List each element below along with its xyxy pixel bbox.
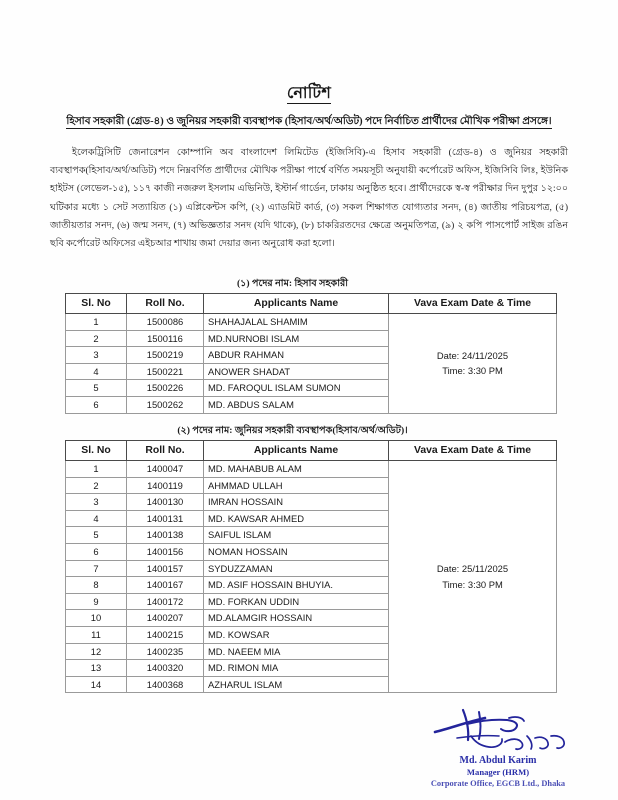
table-body-2 — [66, 461, 557, 693]
cell-applicant-name: MD. RIMON MIA — [204, 660, 389, 677]
cell-roll-no: 1400119 — [127, 477, 204, 494]
cell-sl-no: 9 — [66, 593, 127, 610]
cell-sl-no: 3 — [66, 494, 127, 511]
cell-applicant-name: IMRAN HOSSAIN — [204, 494, 389, 511]
page-subtitle-text: হিসাব সহকারী (গ্রেড-৪) ও জুনিয়র সহকারী ব্যবস্থাপক (হিসাব/অর্থ/অডিট) পদে নির্বাচিত প্রার্থীদের মৌখিক পরীক্ষা প্রসঙ্গে। — [66, 116, 552, 127]
cell-roll-no: 1500219 — [127, 347, 204, 364]
exam-table-junior-assistant-manager — [65, 440, 557, 693]
cell-sl-no: 5 — [66, 380, 127, 397]
cell-roll-no: 1400157 — [127, 560, 204, 577]
cell-roll-no: 1400138 — [127, 527, 204, 544]
table-header-row — [66, 441, 557, 461]
cell-sl-no: 13 — [66, 660, 127, 677]
handwritten-signature-icon — [423, 706, 573, 754]
exam-date-text: Date: 24/11/2025 — [436, 349, 509, 361]
cell-sl-no: 7 — [66, 560, 127, 577]
cell-applicant-name: AHMMAD ULLAH — [204, 477, 389, 494]
cell-roll-no: 1400172 — [127, 593, 204, 610]
cell-applicant-name: MD. KOWSAR — [204, 626, 389, 643]
cell-roll-no: 1500116 — [127, 330, 204, 347]
cell-sl-no: 2 — [66, 330, 127, 347]
cell-roll-no: 1400167 — [127, 577, 204, 594]
cell-applicant-name: MD. KAWSAR AHMED — [204, 510, 389, 527]
cell-applicant-name: AZHARUL ISLAM — [204, 676, 389, 693]
exam-date-text: Date: 25/11/2025 — [436, 563, 509, 575]
table-header-row — [66, 294, 557, 314]
cell-roll-no: 1400320 — [127, 660, 204, 677]
signatory-name: Md. Abdul Karim — [459, 755, 537, 766]
cell-sl-no: 10 — [66, 610, 127, 627]
column-header-applicants-name: Applicants Name — [204, 294, 389, 314]
signature-block — [398, 706, 598, 789]
cell-applicant-name: MD. ASIF HOSSAIN BHUYIA. — [204, 577, 389, 594]
column-header-exam-date-time: Vava Exam Date & Time — [389, 441, 557, 461]
cell-applicant-name: MD. FORKAN UDDIN — [204, 593, 389, 610]
notice-body-paragraph: ইলেকট্রিসিটি জেনারেশন কোম্পানি অব বাংলাদেশ লিমিটেড (ইজিসিবি)-এ হিসাব সহকারী (গ্রেড-৪) ও জুনিয়র সহকারী ব্যবস্থাপক(হিসাব/অর্থ/অডিট) পদে নিম্নবর্ণিত প্রার্থীদের মৌখিক পরীক্ষা পার্শ্বে বর্ণিত সময়সূচী অনুযায়ী কর্পোরেট অফিস, ইজিসিবি লিঃ, ইউনিক হাইটস (লেভেল-১৫), ১১৭ কাজী নজরুল ইসলাম এভিনিউ, ইস্টার্ন গার্ডেন, ঢাকায় অনুষ্ঠিত হবে। প্রার্থীদেরকে স্ব-স্ব পরীক্ষার দিন দুপুর ১২:০০ ঘটিকার মধ্যে ১ সেট সত্যায়িত (১) এপ্লিকেন্টস কপি, (২) এ্যাডমিট কার্ড, (৩) সকল শিক্ষাগত যোগ্যতার সনদ, (৪) জাতীয় পরিচয়পত্র, (৫) জাতীয়তার সনদ, (৬) জন্ম সনদ, (৭) অভিজ্ঞতার সনদ (যদি থাকে), (৮) চাকরিরতদের ক্ষেত্রে অনুমতিপত্র, (৯) ২ কপি পাসপোর্ট সাইজ রঙিন ছবি কর্পোরেট অফিসের এইচআর শাখায় জমা দেয়ার জন্য অনুরোধ করা হলো। — [50, 148, 568, 250]
cell-roll-no: 1500226 — [127, 380, 204, 397]
column-header-roll-no: Roll No. — [127, 441, 204, 461]
cell-roll-no: 1400131 — [127, 510, 204, 527]
cell-applicant-name: SHAHAJALAL SHAMIM — [204, 314, 389, 331]
cell-exam-date-time — [389, 314, 557, 414]
cell-applicant-name: SAIFUL ISLAM — [204, 527, 389, 544]
column-header-sl-no: Sl. No — [66, 441, 127, 461]
cell-sl-no: 4 — [66, 363, 127, 380]
column-header-sl-no: Sl. No — [66, 294, 127, 314]
signatory-office: Corporate Office, EGCB Ltd., Dhaka — [430, 779, 566, 788]
cell-sl-no: 8 — [66, 577, 127, 594]
cell-sl-no: 12 — [66, 643, 127, 660]
cell-roll-no: 1400368 — [127, 676, 204, 693]
cell-sl-no: 14 — [66, 676, 127, 693]
table-row — [66, 314, 557, 331]
cell-sl-no: 6 — [66, 543, 127, 560]
page-title-text: নোটিশ — [286, 85, 332, 102]
cell-applicant-name: MD.NURNOBI ISLAM — [204, 330, 389, 347]
cell-roll-no: 1400156 — [127, 543, 204, 560]
exam-table-hisab-sohokari — [65, 293, 557, 414]
table-header-2 — [66, 441, 557, 461]
cell-sl-no: 3 — [66, 347, 127, 364]
cell-applicant-name: SYDUZZAMAN — [204, 560, 389, 577]
page-subtitle — [0, 102, 618, 128]
table-body-1 — [66, 314, 557, 414]
cell-roll-no: 1500221 — [127, 363, 204, 380]
cell-roll-no: 1400047 — [127, 461, 204, 478]
cell-applicant-name: MD. FAROQUL ISLAM SUMON — [204, 380, 389, 397]
cell-applicant-name: NOMAN HOSSAIN — [204, 543, 389, 560]
cell-sl-no: 2 — [66, 477, 127, 494]
table-row — [66, 461, 557, 478]
cell-roll-no: 1400215 — [127, 626, 204, 643]
cell-applicant-name: MD. MAHABUB ALAM — [204, 461, 389, 478]
cell-applicant-name: MD.ALAMGIR HOSSAIN — [204, 610, 389, 627]
cell-sl-no: 1 — [66, 461, 127, 478]
cell-applicant-name: ABDUR RAHMAN — [204, 347, 389, 364]
page-title — [0, 0, 618, 102]
cell-roll-no: 1500262 — [127, 396, 204, 413]
cell-sl-no: 5 — [66, 527, 127, 544]
cell-roll-no: 1500086 — [127, 314, 204, 331]
cell-roll-no: 1400207 — [127, 610, 204, 627]
cell-sl-no: 6 — [66, 396, 127, 413]
cell-sl-no: 4 — [66, 510, 127, 527]
cell-applicant-name: ANOWER SHADAT — [204, 363, 389, 380]
cell-sl-no: 11 — [66, 626, 127, 643]
cell-sl-no: 1 — [66, 314, 127, 331]
cell-applicant-name: MD. ABDUS SALAM — [204, 396, 389, 413]
cell-applicant-name: MD. NAEEM MIA — [204, 643, 389, 660]
column-header-applicants-name: Applicants Name — [204, 441, 389, 461]
section-caption-2: (২) পদের নাম: জুনিয়র সহকারী ব্যবস্থাপক(হিসাব/অর্থ/অডিট)। — [177, 425, 408, 436]
signatory-role: Manager (HRM) — [466, 767, 530, 777]
section-caption-1: (১) পদের নাম: হিসাব সহকারী — [236, 278, 349, 289]
cell-exam-date-time — [389, 461, 557, 693]
exam-time-text: Time: 3:30 PM — [442, 365, 503, 377]
cell-roll-no: 1400235 — [127, 643, 204, 660]
cell-roll-no: 1400130 — [127, 494, 204, 511]
exam-time-text: Time: 3:30 PM — [442, 578, 503, 590]
column-header-exam-date-time: Vava Exam Date & Time — [389, 294, 557, 314]
table-header-1 — [66, 294, 557, 314]
column-header-roll-no: Roll No. — [127, 294, 204, 314]
